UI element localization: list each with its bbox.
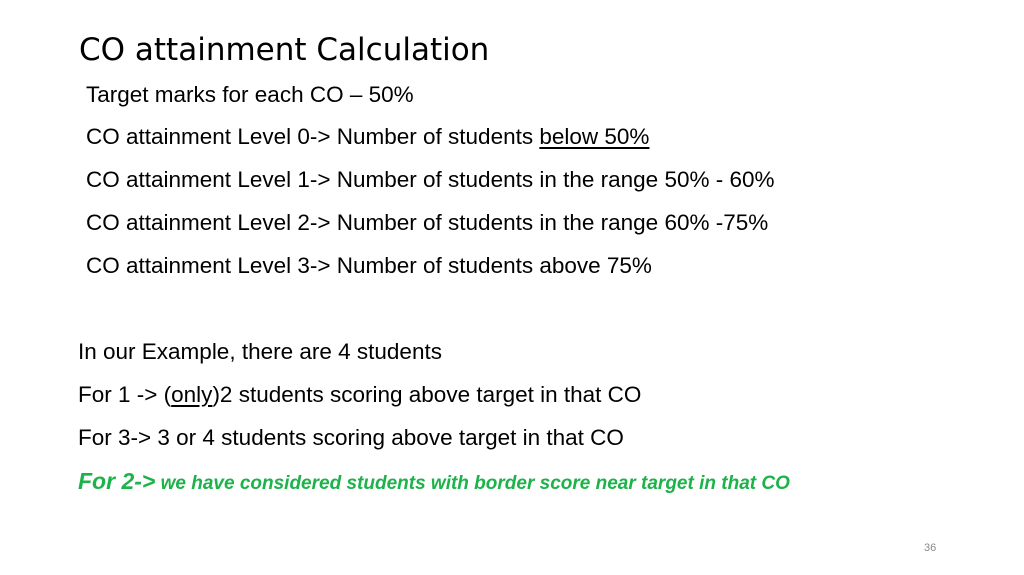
for-1-suffix: )2 students scoring above target in that CO bbox=[212, 382, 642, 407]
level-0-line bbox=[86, 122, 649, 152]
for-1-underlined: only bbox=[171, 382, 213, 407]
level-1-line: CO attainment Level 1-> Number of students in the range 50% - 60% bbox=[86, 167, 775, 192]
for-2-line bbox=[78, 466, 790, 499]
for-1-line bbox=[78, 380, 641, 410]
for-3-line: For 3-> 3 or 4 students scoring above target in that CO bbox=[78, 425, 624, 450]
for-2-rest: we have considered students with border score near target in that CO bbox=[155, 473, 790, 494]
level-0-underlined: below 50% bbox=[539, 124, 650, 149]
slide-title: CO attainment Calculation bbox=[79, 32, 490, 68]
for-1-prefix: For 1 -> ( bbox=[78, 382, 172, 407]
level-3-line: CO attainment Level 3-> Number of students above 75% bbox=[86, 253, 652, 278]
target-marks-line: Target marks for each CO – 50% bbox=[86, 82, 414, 107]
example-intro-line: In our Example, there are 4 students bbox=[78, 339, 442, 364]
level-2-line: CO attainment Level 2-> Number of students in the range 60% -75% bbox=[86, 210, 769, 235]
for-2-lead: For 2-> bbox=[78, 468, 156, 494]
page-number: 36 bbox=[924, 542, 937, 554]
level-0-text: CO attainment Level 0-> Number of students bbox=[86, 124, 540, 149]
